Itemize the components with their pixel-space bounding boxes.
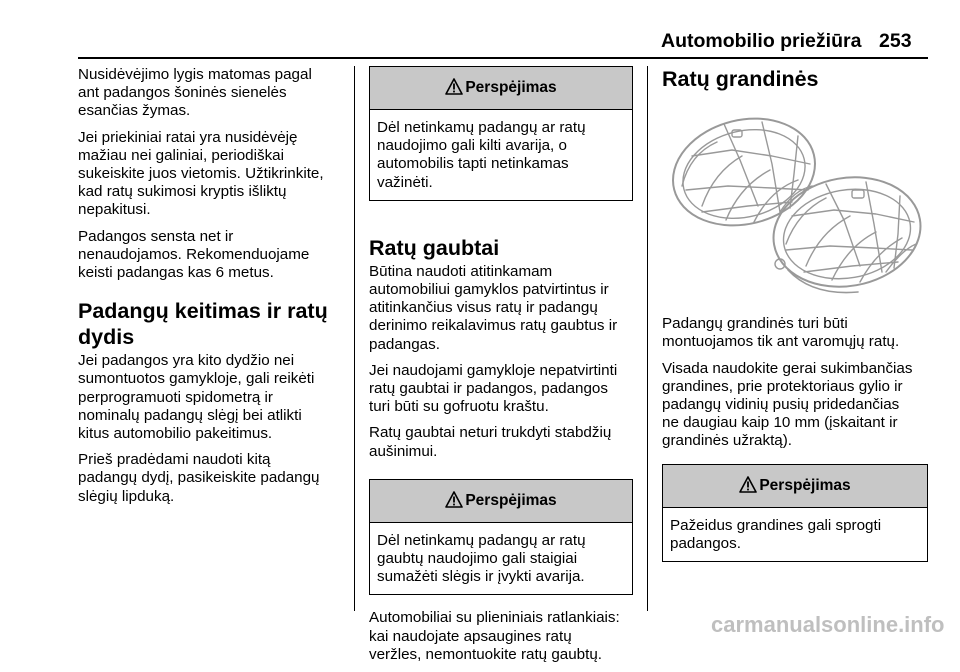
text-line: kai naudojate apsaugines ratų xyxy=(369,627,572,645)
text-line: Padangų grandinės turi būti xyxy=(662,315,848,333)
text-line: ratų gaubtai ir padangos, padangos xyxy=(369,380,608,398)
column-divider xyxy=(647,66,648,611)
text-line: Pažeidus grandines gali sprogti xyxy=(670,516,882,534)
paragraph-steel-rims xyxy=(369,609,634,664)
text-line: derinimo reikalavimus ratų gaubtus ir xyxy=(369,317,618,335)
warning-header xyxy=(663,465,927,508)
paragraph-tyre-aging xyxy=(78,228,352,283)
text-line: perprogramuoti spidometrą ir xyxy=(78,388,273,406)
text-line: nepakitusi. xyxy=(78,201,151,219)
warning-header xyxy=(370,67,632,110)
text-line: automobiliui gamyklos patvirtintus ir xyxy=(369,281,609,299)
warning-title: Perspėjimas xyxy=(465,491,557,509)
warning-text xyxy=(370,110,632,200)
paragraph-brake-cooling xyxy=(369,424,634,460)
warning-title: Perspėjimas xyxy=(759,476,851,494)
text-line: montuojamos tik ant varomųjų ratų. xyxy=(662,333,900,351)
text-line: slėgių lipduką. xyxy=(78,487,175,505)
text-line: Padangos sensta net ir xyxy=(78,227,234,245)
heading-tyre-size-change xyxy=(78,298,352,350)
text-line: kitus automobilio pakeitimus. xyxy=(78,425,273,443)
paragraph-unapproved-covers xyxy=(369,362,634,417)
warning-title: Perspėjimas xyxy=(465,78,557,96)
warning-triangle-icon xyxy=(739,476,757,493)
paragraph-driven-wheels xyxy=(662,315,928,351)
page-number: 253 xyxy=(879,30,912,52)
text-line: nenaudojamos. Rekomenduojame xyxy=(78,245,310,263)
text-line: naudojimo gali kilti avarija, o xyxy=(377,137,567,155)
text-line: turi būti su gofruotu kraštu. xyxy=(369,398,549,416)
text-line: nominalų padangų slėgį bei atlikti xyxy=(78,406,302,424)
text-line: Visada naudokite gerai sukimbančias xyxy=(662,359,913,377)
text-line: ne daugiau kaip 10 mm (įskaitant ir xyxy=(662,414,898,432)
text-line: kad ratų sukimosi kryptis išliktų xyxy=(78,183,287,201)
column-3 xyxy=(662,66,928,562)
heading-wheel-covers: Ratų gaubtai xyxy=(369,235,500,260)
paragraph-fine-link-chains xyxy=(662,360,928,451)
text-line: keisti padangas kas 6 metus. xyxy=(78,264,274,282)
text-line: Būtina naudoti atitinkamam xyxy=(369,262,553,280)
text-line: Jei naudojami gamykloje nepatvirtinti xyxy=(369,361,618,379)
text-line: mažiau nei galiniai, periodiškai xyxy=(78,146,284,164)
snow-chains-illustration xyxy=(662,94,928,300)
watermark: carmanualsonline.info xyxy=(711,612,945,637)
text-line: Dėl netinkamų padangų ar ratų xyxy=(377,119,586,136)
text-line: Nusidėvėjimo lygis matomas pagal xyxy=(78,66,312,83)
text-line: Dėl netinkamų padangų ar ratų xyxy=(377,531,586,549)
text-line: Automobiliai su plieniniais ratlankiais: xyxy=(369,609,620,627)
text-line: grandines, prie protektoriaus gylio ir xyxy=(662,377,903,395)
warning-text xyxy=(663,508,927,561)
warning-text xyxy=(370,523,632,595)
text-line: Ratų gaubtai neturi trukdyti stabdžių xyxy=(369,424,612,442)
text-line: sumažėti slėgis ir įvykti avarija. xyxy=(377,568,585,586)
text-line: padangas. xyxy=(369,335,440,353)
text-line: Jei priekiniai ratai yra nusidėvėję xyxy=(78,128,298,146)
column-2 xyxy=(369,66,634,672)
heading-snow-chains: Ratų grandinės xyxy=(662,67,819,91)
text-line: padangos. xyxy=(670,534,741,552)
text-line: padangų dydį, pasikeiskite padangų xyxy=(78,469,320,487)
text-line: sumontuotos gamykloje, gali reikėti xyxy=(78,370,315,388)
warning-box xyxy=(369,479,633,596)
paragraph-approved-covers xyxy=(369,263,634,354)
text-line: važinėti. xyxy=(377,173,433,191)
column-1 xyxy=(78,66,352,514)
heading-line: dydis xyxy=(78,325,135,350)
warning-header xyxy=(370,480,632,523)
text-line: esančias žymas. xyxy=(78,102,191,120)
paragraph-pressure-label xyxy=(78,451,352,506)
text-line: ant padangos šoninės sienelės xyxy=(78,84,287,102)
paragraph-different-size xyxy=(78,352,352,443)
text-line: grandinės užraktą). xyxy=(662,432,793,450)
text-line: atitinkančius visus ratų ir padangų xyxy=(369,299,598,317)
text-line: Jei padangos yra kito dydžio nei xyxy=(78,352,295,370)
text-line: automobilis tapti netinkamas xyxy=(377,155,569,173)
header-rule xyxy=(78,57,928,59)
page-header xyxy=(0,0,960,56)
text-line: padangų vidinių pusių pridedančias xyxy=(662,396,900,414)
text-line: aušinimui. xyxy=(369,442,438,460)
heading-line: Padangų keitimas ir ratų xyxy=(78,299,328,324)
text-line: sukeiskite juos vietomis. Užtikrinkite, xyxy=(78,165,324,183)
warning-box xyxy=(662,464,928,562)
text-line: veržles, nemontuokite ratų gaubtų. xyxy=(369,645,603,663)
column-divider xyxy=(354,66,355,611)
paragraph-rotate-wheels xyxy=(78,129,352,220)
text-line: Prieš pradėdami naudoti kitą xyxy=(78,451,271,469)
warning-box xyxy=(369,66,633,201)
text-line: gaubtų naudojimo gali staigiai xyxy=(377,550,578,568)
warning-triangle-icon xyxy=(445,78,463,95)
header-title: Automobilio priežiūra xyxy=(661,30,862,52)
warning-triangle-icon xyxy=(445,491,463,508)
paragraph-wear-level xyxy=(78,66,352,121)
